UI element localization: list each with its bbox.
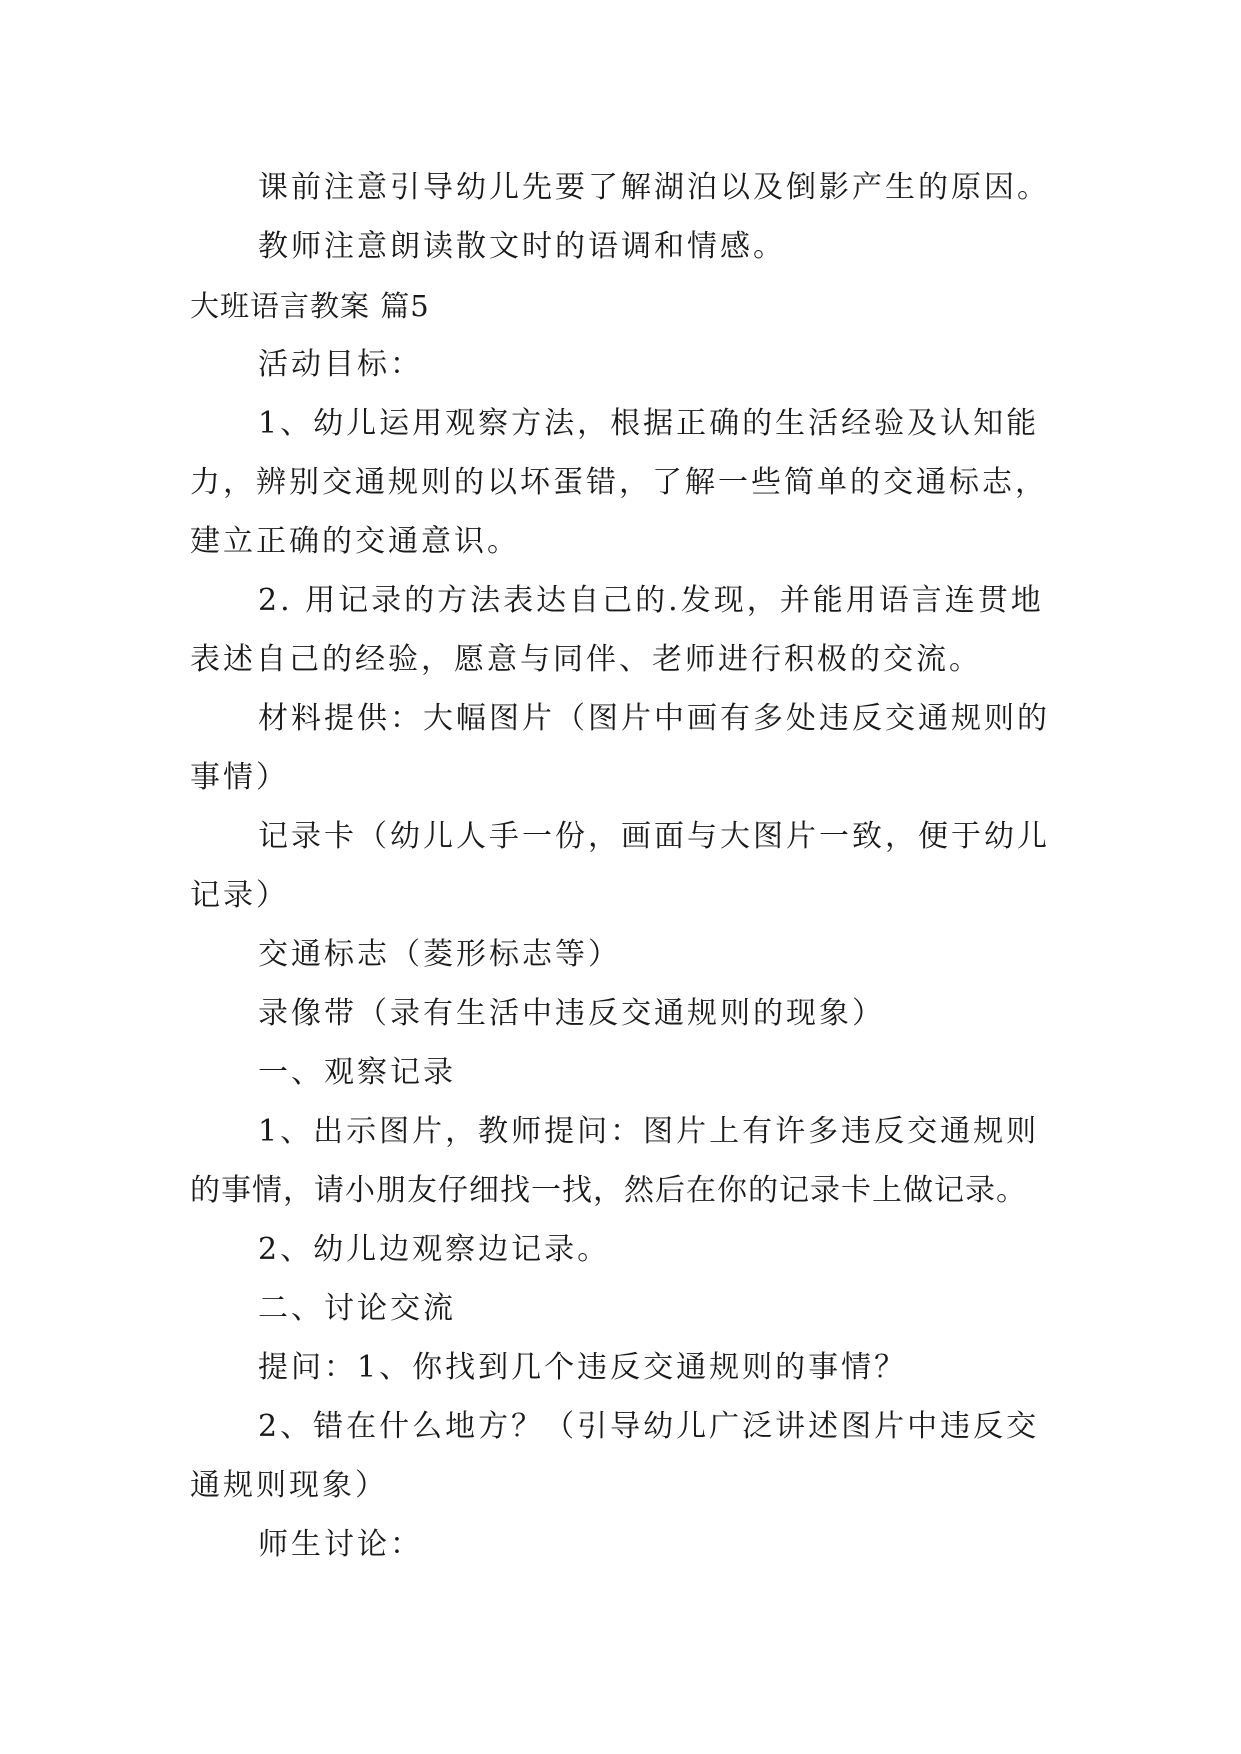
section-heading: 大班语言教案 篇5 — [190, 289, 430, 323]
paragraph-line: 活动目标： — [258, 347, 423, 382]
paragraph-line: 1、出示图片，教师提问：图片上有许多违反交通规则 — [258, 1114, 1040, 1149]
paragraph-line: 记录） — [190, 878, 289, 913]
paragraph-line: 教师注意朗读散文时的语调和情感。 — [258, 229, 786, 264]
paragraph-line: 建立正确的交通意识。 — [190, 524, 520, 559]
paragraph-line: 事情） — [190, 760, 289, 795]
paragraph-line: 一、观察记录 — [258, 1055, 456, 1090]
paragraph-line: 表述自己的经验，愿意与同伴、老师进行积极的交流。 — [190, 642, 982, 677]
paragraph-line: 的事情，请小朋友仔细找一找，然后在你的记录卡上做记录。 — [190, 1173, 1027, 1208]
paragraph-line: 2、幼儿边观察边记录。 — [258, 1232, 611, 1267]
paragraph-line: 记录卡（幼儿人手一份，画面与大图片一致，便于幼儿 — [258, 819, 1050, 854]
paragraph-line: 录像带（录有生活中违反交通规则的现象） — [258, 996, 885, 1031]
paragraph-line: 通规则现象） — [190, 1468, 388, 1503]
paragraph-line: 材料提供：大幅图片（图片中画有多处违反交通规则的 — [258, 701, 1050, 736]
paragraph-line: 提问：1、你找到几个违反交通规则的事情？ — [258, 1350, 908, 1385]
paragraph-line: 2. 用记录的方法表达自己的.发现，并能用语言连贯地 — [258, 583, 1044, 618]
paragraph-line: 课前注意引导幼儿先要了解湖泊以及倒影产生的原因。 — [258, 170, 1050, 205]
paragraph-line: 2、错在什么地方？（引导幼儿广泛讲述图片中违反交 — [258, 1409, 1040, 1444]
paragraph-line: 师生讨论： — [258, 1527, 423, 1562]
paragraph-line: 力，辨别交通规则的以坏蛋错，了解一些简单的交通标志， — [190, 465, 1048, 500]
paragraph-line: 1、幼儿运用观察方法，根据正确的生活经验及认知能 — [258, 406, 1040, 441]
paragraph-line: 交通标志（菱形标志等） — [258, 937, 621, 972]
paragraph-line: 二、讨论交流 — [258, 1291, 456, 1326]
